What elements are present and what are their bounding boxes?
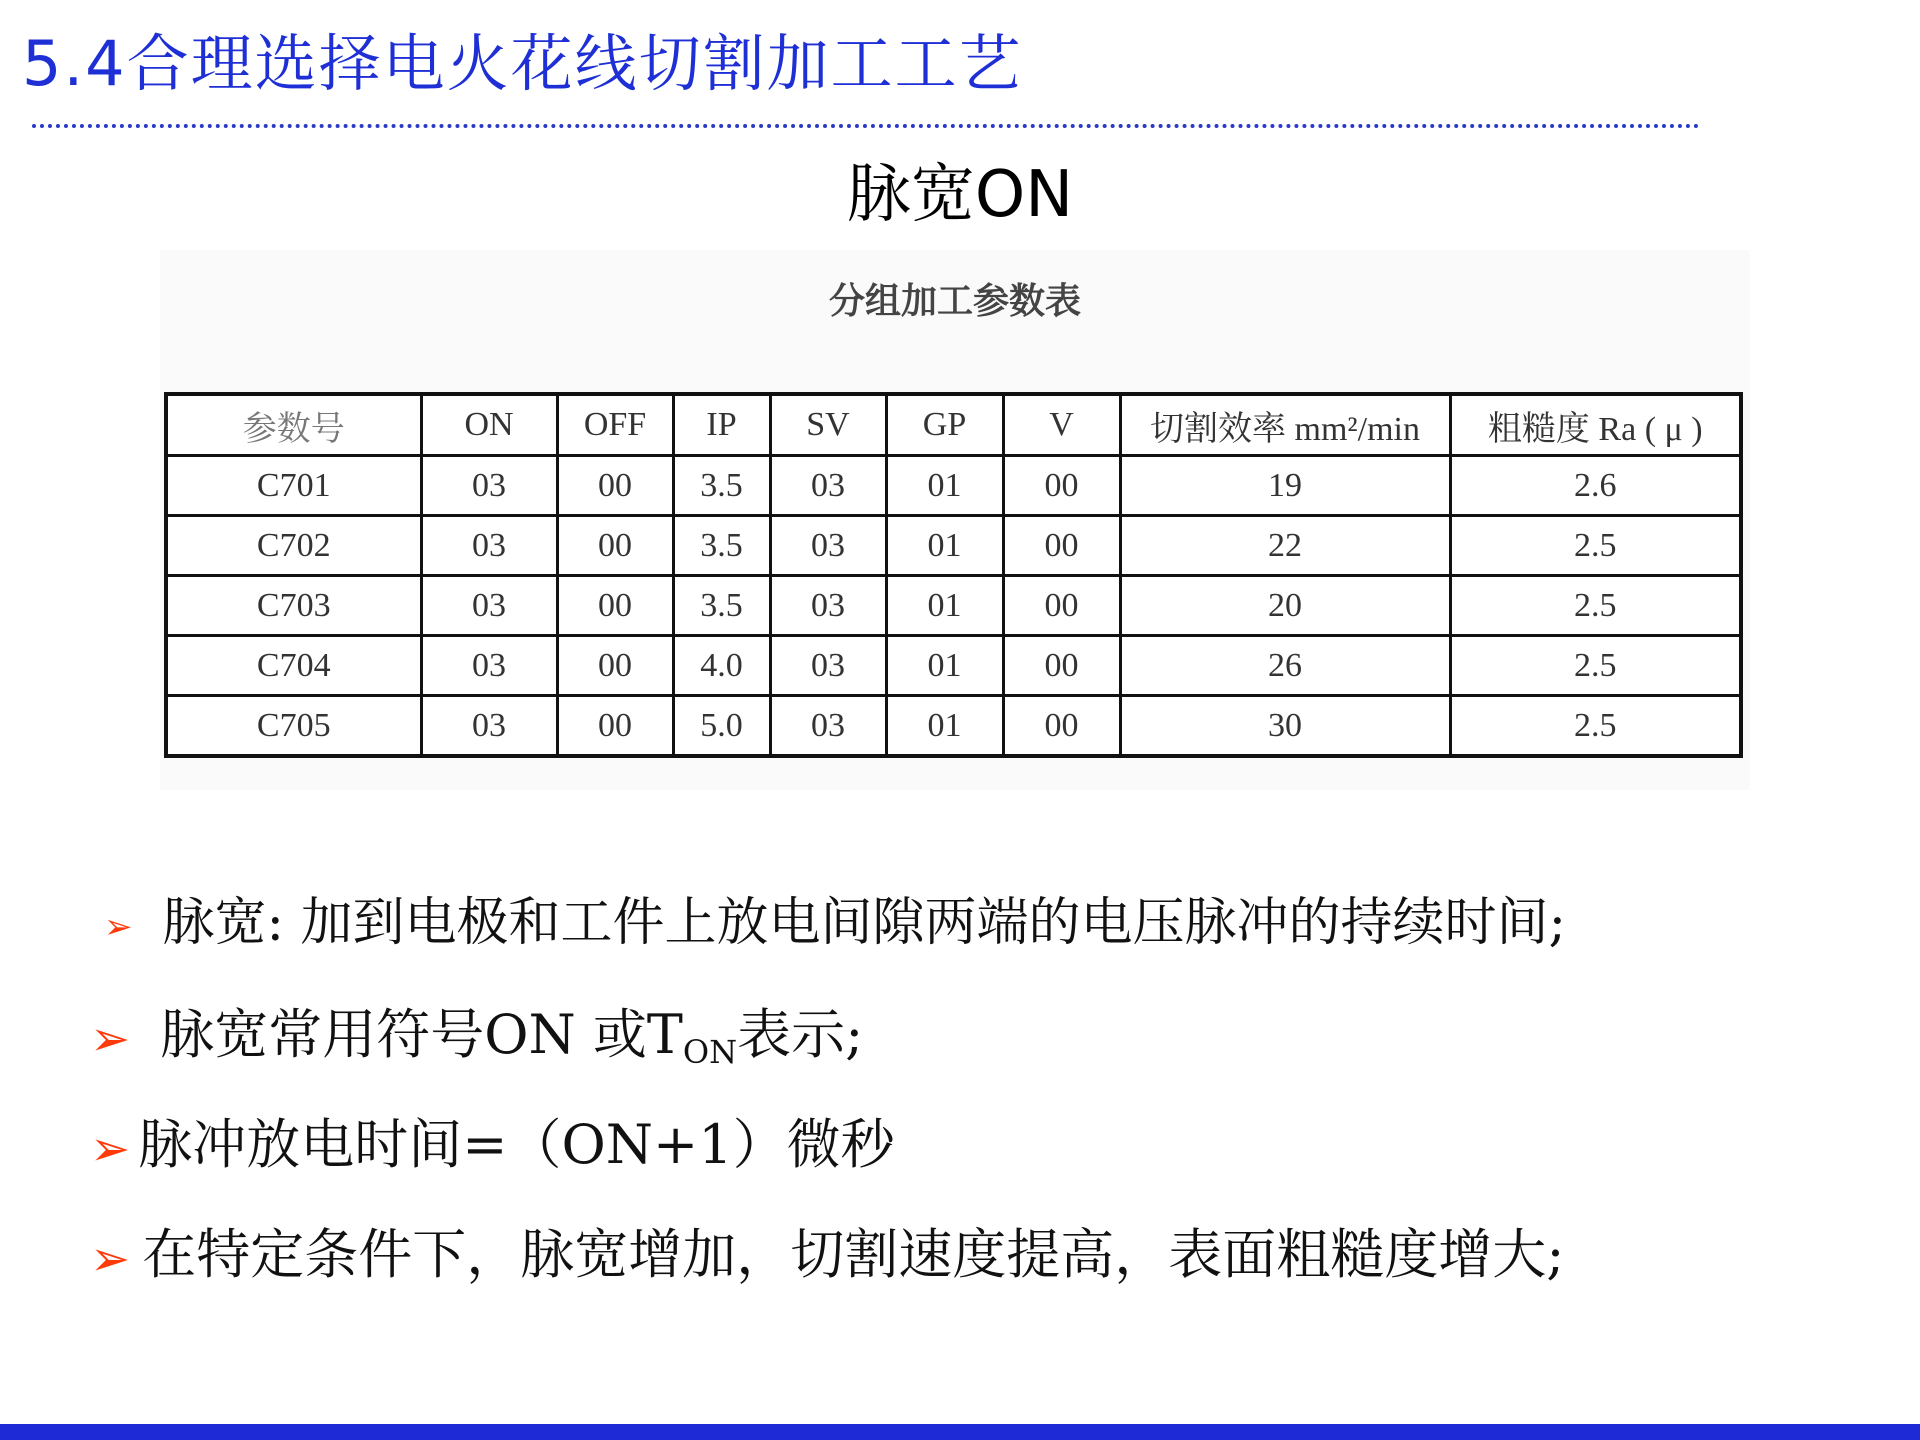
arrow-bullet-icon: ➢	[90, 1231, 131, 1287]
cell-sv: 03	[770, 516, 886, 576]
table-row	[166, 636, 1741, 696]
arrow-bullet-icon: ➢	[104, 906, 133, 947]
cell-roughness: 2.5	[1450, 576, 1741, 636]
cell-sv: 03	[770, 636, 886, 696]
header-gp: GP	[886, 394, 1003, 456]
cell-param-no: C704	[166, 636, 421, 696]
arrow-bullet-icon: ➢	[90, 1121, 131, 1177]
cell-v: 00	[1003, 576, 1120, 636]
title-dotted-divider	[32, 124, 1700, 128]
cell-cut-efficiency: 26	[1120, 636, 1450, 696]
footer-bar	[0, 1424, 1920, 1440]
cell-on: 03	[421, 576, 557, 636]
bullet-pulse-width-definition	[104, 880, 1566, 955]
table-caption: 分组加工参数表	[828, 281, 1081, 322]
cell-off: 00	[557, 696, 673, 757]
bullet-text: 在特定条件下，脉宽增加，切割速度提高，表面粗糙度增大;	[142, 1223, 1565, 1286]
cell-cut-efficiency: 30	[1120, 696, 1450, 757]
cell-off: 00	[557, 456, 673, 516]
header-v: V	[1003, 394, 1120, 456]
cell-gp: 01	[886, 636, 1003, 696]
cell-on: 03	[421, 696, 557, 757]
subscript-on: ON	[682, 1033, 738, 1071]
cell-sv: 03	[770, 456, 886, 516]
cell-param-no: C702	[166, 516, 421, 576]
cell-roughness: 2.5	[1450, 636, 1741, 696]
cell-off: 00	[557, 576, 673, 636]
section-heading: 脉宽ON	[846, 158, 1074, 232]
bullet-discharge-time	[90, 1102, 895, 1179]
header-roughness: 粗糙度 Ra ( μ )	[1450, 394, 1741, 456]
cell-v: 00	[1003, 456, 1120, 516]
cell-cut-efficiency: 20	[1120, 576, 1450, 636]
table-header-row	[166, 394, 1741, 456]
slide-title: 5.4合理选择电火花线切割加工工艺	[22, 27, 1023, 100]
cell-param-no: C705	[166, 696, 421, 757]
cell-v: 00	[1003, 696, 1120, 757]
bullet-effect-of-width	[90, 1212, 1564, 1289]
cell-sv: 03	[770, 576, 886, 636]
cell-param-no: C701	[166, 456, 421, 516]
cell-on: 03	[421, 456, 557, 516]
cell-cut-efficiency: 22	[1120, 516, 1450, 576]
cell-param-no: C703	[166, 576, 421, 636]
bullet-text: 脉宽常用符号ON 或T	[160, 1003, 683, 1066]
header-on: ON	[421, 394, 557, 456]
table-row	[166, 696, 1741, 757]
cell-off: 00	[557, 636, 673, 696]
bullet-pulse-width-symbol	[90, 992, 863, 1071]
header-ip: IP	[673, 394, 770, 456]
cell-sv: 03	[770, 696, 886, 757]
cell-v: 00	[1003, 636, 1120, 696]
cell-roughness: 2.5	[1450, 696, 1741, 757]
header-off: OFF	[557, 394, 673, 456]
cell-roughness: 2.6	[1450, 456, 1741, 516]
bullet-text: 脉宽: 加到电极和工件上放电间隙两端的电压脉冲的持续时间;	[162, 893, 1567, 953]
table-row	[166, 576, 1741, 636]
cell-roughness: 2.5	[1450, 516, 1741, 576]
cell-cut-efficiency: 19	[1120, 456, 1450, 516]
cell-ip: 5.0	[673, 696, 770, 757]
parameter-table	[164, 392, 1743, 758]
bullet-text: 脉冲放电时间=（ON+1）微秒	[138, 1113, 895, 1176]
cell-on: 03	[421, 636, 557, 696]
cell-gp: 01	[886, 576, 1003, 636]
header-cut-efficiency: 切割效率 mm²/min	[1120, 394, 1450, 456]
cell-on: 03	[421, 516, 557, 576]
cell-gp: 01	[886, 516, 1003, 576]
cell-gp: 01	[886, 456, 1003, 516]
cell-off: 00	[557, 516, 673, 576]
cell-ip: 3.5	[673, 576, 770, 636]
header-sv: SV	[770, 394, 886, 456]
table-row	[166, 516, 1741, 576]
cell-gp: 01	[886, 696, 1003, 757]
arrow-bullet-icon: ➢	[90, 1011, 131, 1067]
cell-ip: 4.0	[673, 636, 770, 696]
cell-ip: 3.5	[673, 456, 770, 516]
header-param-no: 参数号	[166, 394, 421, 456]
table-row	[166, 456, 1741, 516]
cell-ip: 3.5	[673, 516, 770, 576]
cell-v: 00	[1003, 516, 1120, 576]
bullet-text-suffix: 表示;	[737, 1003, 864, 1066]
